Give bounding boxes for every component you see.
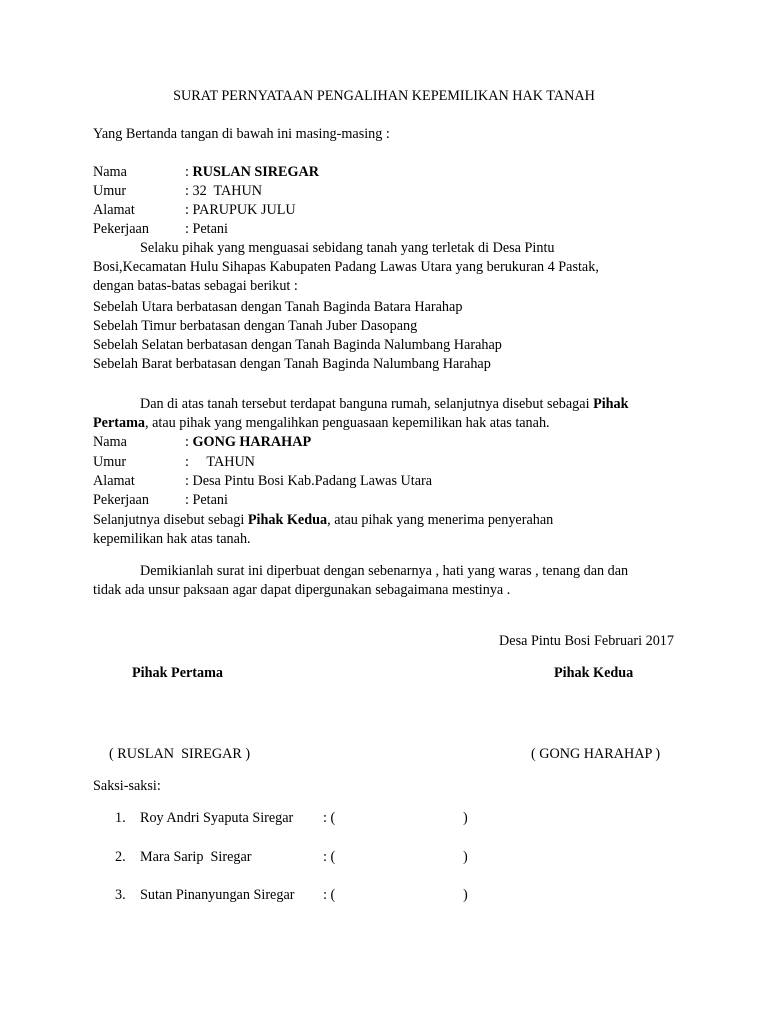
party1-job-label: Pekerjaan <box>93 221 149 237</box>
land-paragraph-line1: Selaku pihak yang menguasai sebidang tanah yang terletak di Desa Pintu <box>140 240 555 256</box>
witness-name: Roy Andri Syaputa Siregar <box>140 810 294 826</box>
party2-name-value: : GONG HARAHAP <box>185 434 312 450</box>
boundary-south: Sebelah Selatan berbatasan dengan Tanah Baginda Nalumbang Harahap <box>93 337 502 353</box>
witnesses-heading: Saksi-saksi: <box>93 778 161 794</box>
witness-name: Sutan Pinanyungan Siregar <box>140 887 295 903</box>
party1-name-label: Nama <box>93 164 127 180</box>
witness-name: Mara Sarip Siregar <box>140 849 252 865</box>
party2-address-value: : Desa Pintu Bosi Kab.Padang Lawas Utara <box>185 473 433 489</box>
closing-line1: Demikianlah surat ini diperbuat dengan sebenarnya , hati yang waras , tenang dan dan <box>140 563 629 579</box>
party1-age-value: : 32 TAHUN <box>185 183 263 199</box>
party1-address-value: : PARUPUK JULU <box>185 202 296 218</box>
witness-signature-close: ) <box>463 810 468 826</box>
document-title: SURAT PERNYATAAN PENGALIHAN KEPEMILIKAN HAK TANAH <box>173 88 595 104</box>
boundary-north: Sebelah Utara berbatasan dengan Tanah Baginda Batara Harahap <box>93 299 463 315</box>
house-paragraph-line2: Pertama, atau pihak yang mengalihkan penguasaan kepemilikan hak atas tanah. <box>93 415 550 431</box>
witness-signature-open: : ( <box>323 849 336 865</box>
party2-job-value: : Petani <box>185 492 228 508</box>
witness-signature-open: : ( <box>323 887 336 903</box>
party1-job-value: : Petani <box>185 221 228 237</box>
second-party-line1: Selanjutnya disebut sebagi Pihak Kedua, atau pihak yang menerima penyerahan <box>93 512 554 528</box>
witness-number: 1. <box>115 810 126 826</box>
boundary-east: Sebelah Timur berbatasan dengan Tanah Juber Dasopang <box>93 318 418 334</box>
signature-right-heading: Pihak Kedua <box>554 665 634 681</box>
land-paragraph-line3: dengan batas-batas sebagai berikut : <box>93 278 298 294</box>
party1-age-label: Umur <box>93 183 127 199</box>
boundary-west: Sebelah Barat berbatasan dengan Tanah Baginda Nalumbang Harahap <box>93 356 491 372</box>
witness-number: 2. <box>115 849 126 865</box>
signature-right-name: ( GONG HARAHAP ) <box>531 746 661 762</box>
witness-signature-close: ) <box>463 849 468 865</box>
party2-name-label: Nama <box>93 434 127 450</box>
party2-age-value: : TAHUN <box>185 454 255 470</box>
witness-number: 3. <box>115 887 126 903</box>
signature-left-name: ( RUSLAN SIREGAR ) <box>109 746 251 762</box>
party1-name-value: : RUSLAN SIREGAR <box>185 164 320 180</box>
witness-signature-open: : ( <box>323 810 336 826</box>
signature-left-heading: Pihak Pertama <box>132 665 224 681</box>
witness-signature-close: ) <box>463 887 468 903</box>
party2-age-label: Umur <box>93 454 127 470</box>
party2-address-label: Alamat <box>93 473 135 489</box>
party2-job-label: Pekerjaan <box>93 492 149 508</box>
closing-line2: tidak ada unsur paksaan agar dapat dipergunakan sebagaimana mestinya . <box>93 582 511 598</box>
intro-line: Yang Bertanda tangan di bawah ini masing-masing : <box>93 126 390 142</box>
land-paragraph-line2: Bosi,Kecamatan Hulu Sihapas Kabupaten Padang Lawas Utara yang berukuran 4 Pastak, <box>93 259 599 275</box>
party1-address-label: Alamat <box>93 202 135 218</box>
second-party-line2: kepemilikan hak atas tanah. <box>93 531 251 547</box>
place-date: Desa Pintu Bosi Februari 2017 <box>499 633 674 649</box>
house-paragraph-line1: Dan di atas tanah tersebut terdapat banguna rumah, selanjutnya disebut sebagai Pihak <box>140 396 629 412</box>
